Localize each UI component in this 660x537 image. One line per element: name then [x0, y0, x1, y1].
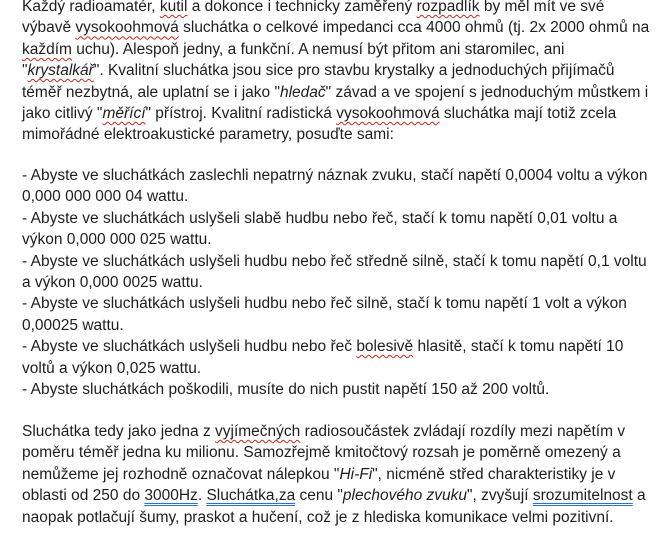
text-run: . [197, 487, 207, 505]
text-run: - Abyste ve sluchátkách uslyšeli hudbu nebo řeč [22, 338, 357, 356]
text-line [22, 336, 623, 357]
emphasized-word: plechového zvuku [342, 487, 468, 505]
text-run: ", zvyšují [467, 487, 533, 505]
text-run: oblasti od 250 do [22, 487, 145, 505]
text-line [22, 124, 394, 145]
text-run: 0,000 000 000 04 wattu. [22, 188, 189, 206]
text-run: " [22, 62, 28, 80]
text-line [22, 165, 648, 186]
text-line [22, 358, 201, 379]
text-run: voltů a výkon 0,025 wattu. [22, 359, 202, 377]
spellcheck-flagged-word: rozpadlík [416, 0, 480, 15]
grammar-flagged-word: srozumitelnost [532, 487, 633, 505]
text-run: sluchátka mají totiž zcela [439, 105, 617, 122]
text-line [22, 208, 617, 229]
text-run: jako citlivý " [22, 105, 103, 122]
text-run: - Abyste ve sluchátkách uslyšeli slabě hudbu nebo řeč, stačí k tomu napětí 0,01 voltu a [22, 209, 618, 227]
spellcheck-flagged-word: vyjímečných [215, 423, 301, 440]
spellcheck-flagged-word: vysokoohmová [75, 19, 179, 37]
text-line [22, 379, 549, 400]
text-run: nemůžeme jej rozhodně označovat nálepkou " [22, 465, 340, 483]
text-line [22, 229, 212, 250]
text-run: 0,00025 wattu. [22, 316, 124, 334]
text-run: výkon 0,000 000 025 wattu. [22, 231, 212, 249]
spellcheck-flagged-word: měřící [102, 105, 146, 122]
text-line [22, 17, 649, 38]
text-line [22, 82, 648, 103]
text-line [22, 0, 604, 17]
text-run: výbavě [22, 19, 76, 37]
text-run: a [632, 487, 646, 505]
text-run: poměru téměř jedna ku milionu. Samozřejmě kmitočtový rozsah je poměrně omezený a [22, 444, 621, 462]
text-run: ". Kvalitní sluchátka jsou sice pro stavbu krystalky a jednoduchých přijímačů [93, 62, 615, 80]
text-run: a výkon 0,000 0025 wattu. [22, 274, 203, 291]
text-run: - Abyste ve sluchátkách uslyšeli hudbu nebo řeč středně silně, stačí k tomu napětí 0,1 voltu [22, 252, 647, 270]
text-run: naopak potlačují šumy, praskot a hučení, což je z hlediska komunikace velmi pozitivní. [22, 508, 614, 526]
text-run: radiosoučástek zvládají rozdíly mezi napětím v [300, 423, 626, 440]
text-line [22, 442, 621, 463]
text-line [22, 421, 625, 442]
text-run: a dokonce i technicky zaměřený [187, 0, 417, 15]
text-line [22, 251, 647, 272]
spellcheck-flagged-word: vysokoohmová [336, 105, 440, 122]
text-line [22, 293, 627, 314]
text-run: ", nicméně střed charakteristiky je v [372, 465, 616, 483]
spellcheck-flagged-word: krystalkář [27, 62, 94, 80]
spellcheck-flagged-word: bolesivě [356, 338, 414, 356]
text-run: Sluchátka tedy jako jedna z [22, 423, 216, 440]
text-line [22, 464, 615, 485]
text-line [22, 272, 203, 293]
text-line [22, 186, 188, 207]
text-run: uchu). Alespoň jedny, a funkční. A nemusí být přitom ani staromilec, ani [71, 40, 565, 58]
spellcheck-flagged-word: každím [22, 40, 72, 58]
text-run: " závad a ve spojení s jednoduchým můstkem i [325, 83, 649, 101]
text-line [22, 315, 124, 336]
grammar-flagged-word: 3000Hz [144, 487, 198, 505]
emphasized-word: Hi-Fi [339, 465, 373, 483]
text-run: " přístroj. Kvalitní radistická [145, 105, 337, 122]
text-line [22, 103, 616, 124]
text-run: mimořádné elektroakustické parametry, posuďte sami: [22, 126, 394, 144]
text-line [22, 485, 646, 506]
text-run: - Abyste ve sluchátkách zaslechli nepatrný náznak zvuku, stačí napětí 0,0004 voltu a výkon [22, 167, 648, 184]
text-run: sluchátka o celkové impedanci cca 4000 ohmů (tj. 2x 2000 ohmů na [178, 19, 650, 37]
text-run: - Abyste ve sluchátkách uslyšeli hudbu nebo řeč silně, stačí k tomu napětí 1 volt a výkon [22, 295, 627, 313]
text-run: Každý radioamatér, [22, 0, 160, 15]
spellcheck-flagged-word: kutil [159, 0, 188, 15]
emphasized-word: hledač [279, 83, 326, 101]
text-run: hlasitě, stačí k tomu napětí 10 [413, 338, 624, 356]
text-run: téměř nezbytná, ale uplatní se i jako " [22, 83, 280, 101]
text-run: cenu " [295, 487, 343, 505]
text-run: - Abyste sluchátkách poškodili, musíte do nich pustit napětí 150 až 200 voltů. [22, 381, 550, 398]
text-line [22, 507, 614, 528]
text-line [22, 60, 615, 81]
grammar-flagged-word: Sluchátka,za [206, 487, 296, 505]
text-run: by měl mít ve své [479, 0, 605, 15]
text-line [22, 39, 565, 60]
